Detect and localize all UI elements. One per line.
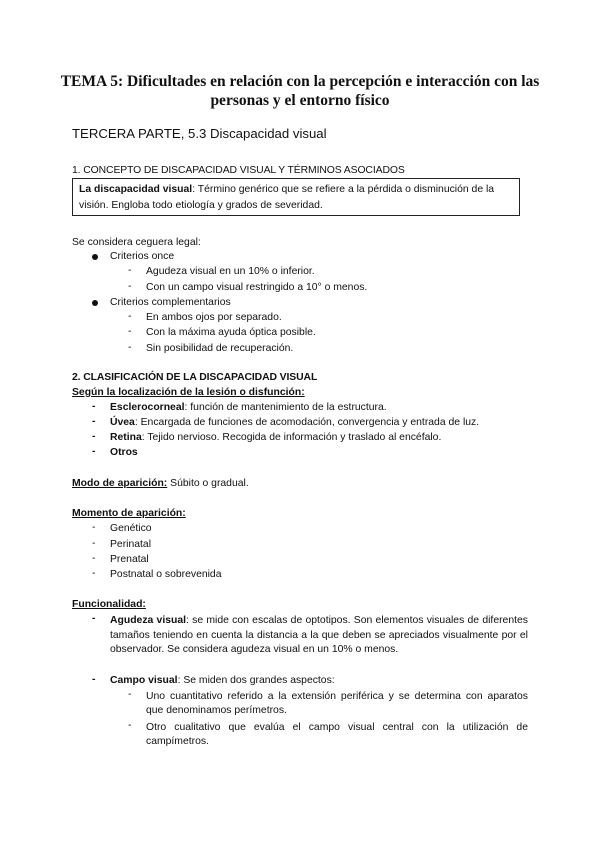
list-item: Genético [110, 523, 152, 534]
momento-label: Momento de aparición: [72, 508, 186, 519]
definition-box [72, 178, 520, 216]
list-item: En ambos ojos por separado. [146, 312, 282, 323]
list-item-criterios-once: Criterios once [110, 251, 175, 262]
list-item: Uno cuantitativo referido a la extensión periférica y se determina con aparatos [146, 691, 528, 702]
list-item-continued: que denominamos perímetros. [146, 705, 287, 716]
list-item: Otros [110, 447, 138, 458]
dash-icon: - [128, 265, 132, 276]
funcionalidad-label: Funcionalidad: [72, 599, 146, 610]
list-item: Con la máxima ayuda óptica posible. [146, 327, 316, 338]
definition-text: : Término genérico que se refiere a la pérdida o disminución de la visión. Engloba todo etiología y grados de severidad. [79, 184, 495, 211]
definition-term: La discapacidad visual [79, 184, 193, 195]
list-item: Úvea: Encargada de funciones de acomodación, convergencia y entrada de luz. [110, 417, 480, 428]
list-item: Con un campo visual restringido a 10° o menos. [146, 282, 368, 293]
list-item: Prenatal [110, 554, 149, 565]
dash-icon: - [92, 553, 96, 564]
dash-icon: - [92, 522, 96, 533]
list-item-continued: campímetros. [146, 736, 209, 747]
bullet-icon [92, 300, 98, 306]
dash-icon: - [92, 674, 96, 685]
list-item: Esclerocorneal: función de mantenimiento de la estructura. [110, 402, 387, 413]
dash-icon: - [92, 446, 96, 457]
page-subtitle: TERCERA PARTE, 5.3 Discapacidad visual [72, 126, 327, 141]
list-item: Retina: Tejido nervioso. Recogida de información y traslado al encéfalo. [110, 432, 442, 443]
localizacion-label: Según la localización de la lesión o disfunción: [72, 387, 305, 398]
dash-icon: - [128, 311, 132, 322]
dash-icon: - [92, 613, 96, 624]
dash-icon: - [92, 416, 96, 427]
list-item: Sin posibilidad de recuperación. [146, 343, 294, 354]
dash-icon: - [128, 326, 132, 337]
dash-icon: - [128, 689, 132, 700]
section1-heading: 1. CONCEPTO DE DISCAPACIDAD VISUAL Y TÉRMINOS ASOCIADOS [72, 165, 405, 176]
bullet-icon [92, 254, 98, 260]
list-item: Otro cualitativo que evalúa el campo visual central con la utilización de [146, 722, 528, 733]
dash-icon: - [128, 720, 132, 731]
list-item-criterios-complementarios: Criterios complementarios [110, 297, 231, 308]
dash-icon: - [128, 342, 132, 353]
list-item: Perinatal [110, 539, 152, 550]
dash-icon: - [92, 538, 96, 549]
dash-icon: - [92, 431, 96, 442]
agudeza-paragraph-line: Agudeza visual: se mide con escalas de optotipos. Son elementos visuales de diferentes [110, 615, 528, 626]
modo-aparicion: Modo de aparición: Súbito o gradual. [72, 478, 249, 489]
ceguera-intro: Se considera ceguera legal: [72, 237, 201, 248]
section2-heading: 2. CLASIFICACIÓN DE LA DISCAPACIDAD VISUAL [72, 372, 318, 383]
page-title: TEMA 5: Dificultades en relación con la percepción e interacción con las personas y el entorno físico [60, 73, 540, 109]
list-item: Postnatal o sobrevenida [110, 569, 222, 580]
list-item: Agudeza visual en un 10% o inferior. [146, 266, 315, 277]
agudeza-paragraph-line: tamaños teniendo en cuenta la distancia a la que deben se apreciados visualmente por el [110, 630, 528, 641]
dash-icon: - [128, 281, 132, 292]
dash-icon: - [92, 401, 96, 412]
agudeza-paragraph-line: observador. Se considera agudeza visual en un 10% o menos. [110, 644, 399, 655]
campo-visual: Campo visual: Se miden dos grandes aspectos: [110, 675, 335, 686]
dash-icon: - [92, 568, 96, 579]
